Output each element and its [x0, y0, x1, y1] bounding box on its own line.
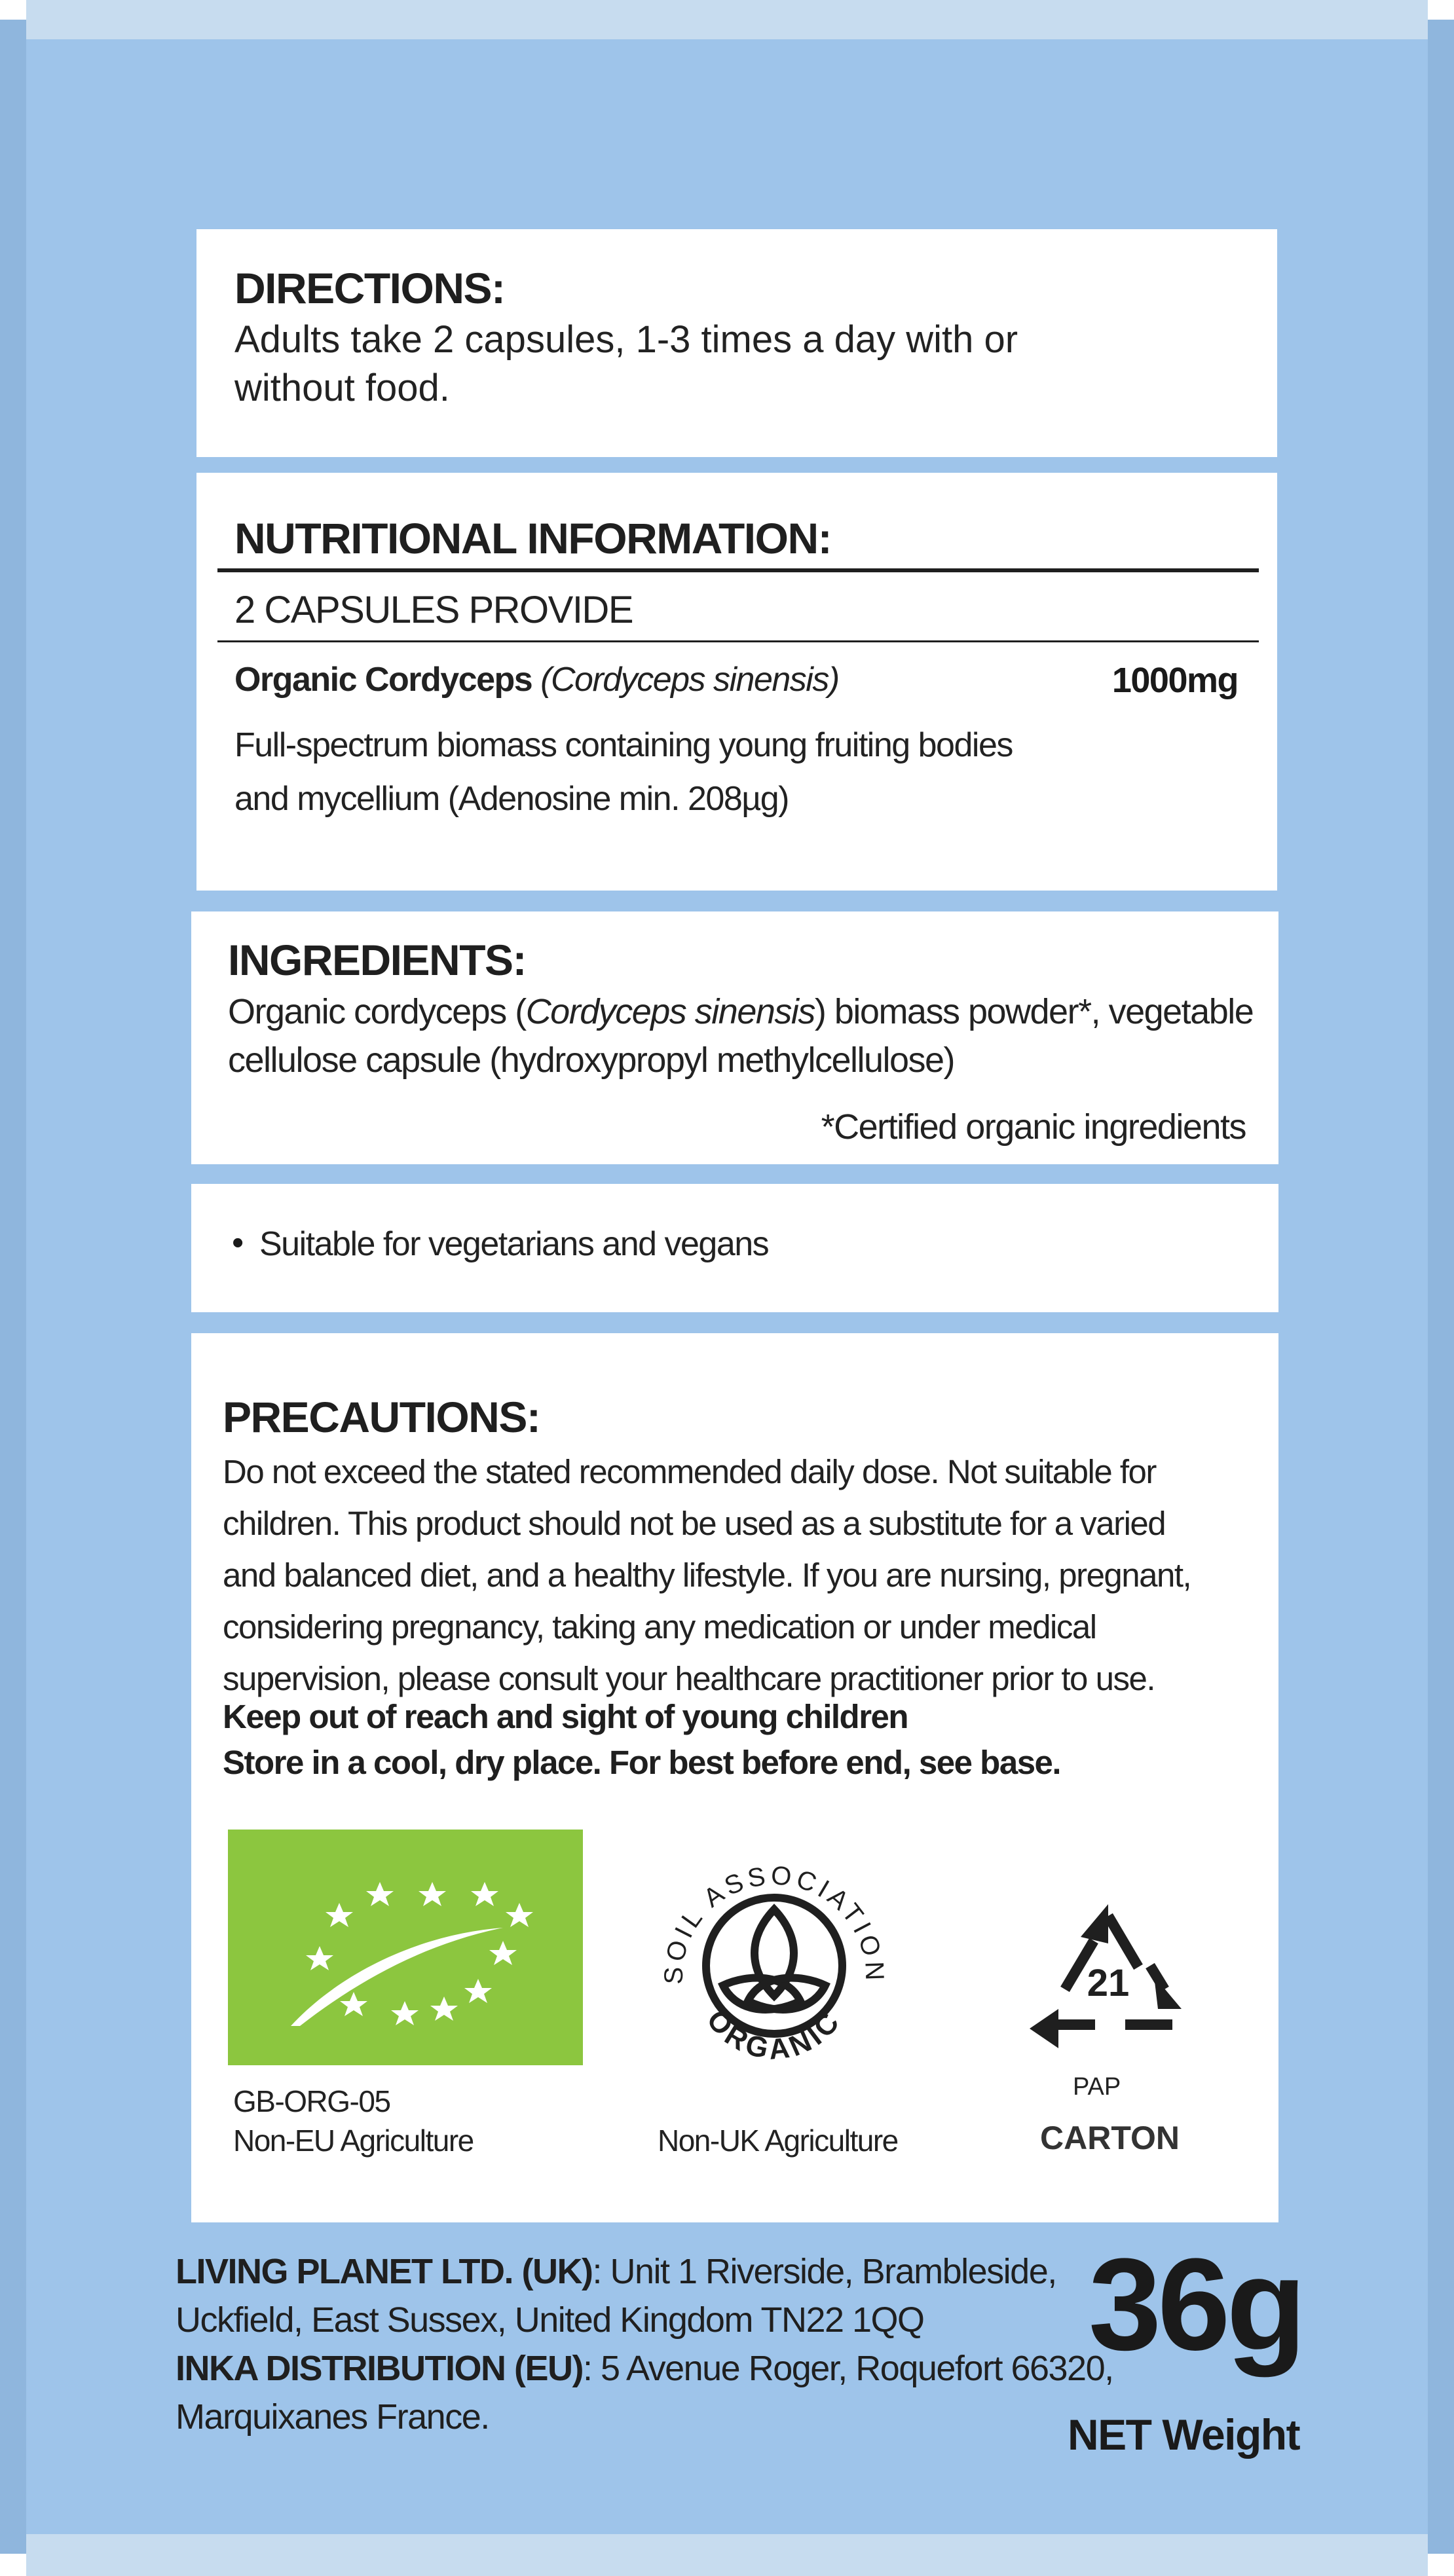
precautions-heading: PRECAUTIONS:: [223, 1393, 540, 1441]
nutrition-item-name: Organic Cordyceps: [234, 661, 532, 699]
nutrition-item-latin: (Cordyceps sinensis): [540, 661, 839, 699]
precautions-body: [223, 1446, 1271, 1704]
soil-association-logo: [637, 1826, 912, 2088]
address-eu-line-1: [176, 2344, 1113, 2393]
suitability-text: Suitable for vegetarians and vegans: [259, 1225, 769, 1263]
precautions-line-2: children. This product should not be used as a substitute for a varied: [223, 1505, 1166, 1542]
ingredients-panel: [191, 911, 1278, 1164]
recycle-icon: [1010, 1898, 1206, 2068]
address-block: [176, 2247, 1113, 2441]
directions-panel: [196, 229, 1277, 457]
recycle-label: CARTON: [1040, 2120, 1180, 2156]
ingredients-footnote: *Certified organic ingredients: [821, 1107, 1246, 1147]
eu-organic-logo: [228, 1830, 583, 2065]
recycle-number: 21: [1087, 1962, 1130, 2004]
storage-text: Store in a cool, dry place. For best before end, see base.: [223, 1744, 1061, 1781]
nutrition-item-row: [234, 660, 839, 699]
ingredients-line-1: [228, 991, 1253, 1032]
svg-text:SOIL ASSOCIATION: [660, 1861, 889, 1985]
soil-organic-arc-text: ORGANIC: [700, 2004, 848, 2066]
ingredients-line-2: cellulose capsule (hydroxypropyl methylcellulose): [228, 1040, 955, 1080]
directions-line-1: Adults take 2 capsules, 1-3 times a day with or: [234, 318, 1018, 361]
eu-code: GB-ORG-05: [233, 2084, 390, 2118]
net-weight-label: NET Weight: [1068, 2410, 1300, 2459]
precautions-line-1: Do not exceed the stated recommended daily dose. Not suitable for: [223, 1453, 1156, 1490]
address-eu-street: : 5 Avenue Roger, Roquefort 66320,: [582, 2349, 1113, 2388]
nutrition-rule-top: [217, 568, 1259, 572]
ingredients-text-b: ) biomass powder*, vegetable: [814, 992, 1254, 1031]
address-uk-company: LIVING PLANET LTD. (UK): [176, 2252, 593, 2291]
nutrition-heading: NUTRITIONAL INFORMATION:: [234, 514, 832, 562]
keep-out-text: Keep out of reach and sight of young children: [223, 1698, 908, 1735]
recycle-code: PAP: [1073, 2073, 1121, 2101]
precautions-line-5: supervision, please consult your healthcare practitioner prior to use.: [223, 1660, 1155, 1697]
nutrition-desc-line-2: and mycellium (Adenosine min. 208µg): [234, 780, 789, 818]
address-uk-line-2: Uckfield, East Sussex, United Kingdom TN22 1QQ: [176, 2300, 924, 2340]
soil-association-arc-text: SOIL ASSOCIATION: [659, 1861, 889, 1985]
suitability-panel: [191, 1184, 1278, 1312]
precautions-line-3: and balanced diet, and a healthy lifestyle. If you are nursing, pregnant,: [223, 1556, 1191, 1594]
eu-leaf-icon: [228, 1830, 583, 2065]
net-weight-value: 36g: [1089, 2232, 1303, 2378]
eu-agriculture: Non-EU Agriculture: [233, 2124, 474, 2158]
nutrition-subheading: 2 CAPSULES PROVIDE: [234, 589, 633, 631]
carton-bottom-flap: [26, 2534, 1428, 2576]
carton-right-edge: [1428, 20, 1454, 2554]
nutrition-rule-middle: [217, 640, 1259, 642]
precautions-line-4: considering pregnancy, taking any medication or under medical: [223, 1608, 1096, 1646]
nutrition-desc-line-1: Full-spectrum biomass containing young fruiting bodies: [234, 726, 1013, 764]
precautions-panel: [191, 1333, 1278, 2222]
nutrition-item-amount: 1000mg: [1111, 661, 1238, 700]
suitability-bullet: •: [232, 1224, 244, 1262]
address-uk-street: : Unit 1 Riverside, Brambleside,: [592, 2252, 1056, 2291]
address-eu-company: INKA DISTRIBUTION (EU): [176, 2349, 583, 2388]
directions-line-2: without food.: [234, 367, 450, 409]
carton-left-edge: [0, 20, 26, 2554]
ingredients-heading: INGREDIENTS:: [228, 936, 527, 984]
directions-heading: DIRECTIONS:: [234, 264, 505, 312]
nutrition-panel: [196, 473, 1277, 891]
ingredients-text-a: Organic cordyceps (: [228, 992, 526, 1031]
address-eu-line-2: Marquixanes France.: [176, 2397, 489, 2437]
carton-top-flap: [26, 0, 1428, 39]
ingredients-latin: Cordyceps sinensis: [525, 992, 815, 1031]
address-uk-line-1: [176, 2247, 1079, 2296]
soil-agriculture: Non-UK Agriculture: [658, 2124, 898, 2158]
soil-knot-icon: [706, 1898, 842, 2034]
